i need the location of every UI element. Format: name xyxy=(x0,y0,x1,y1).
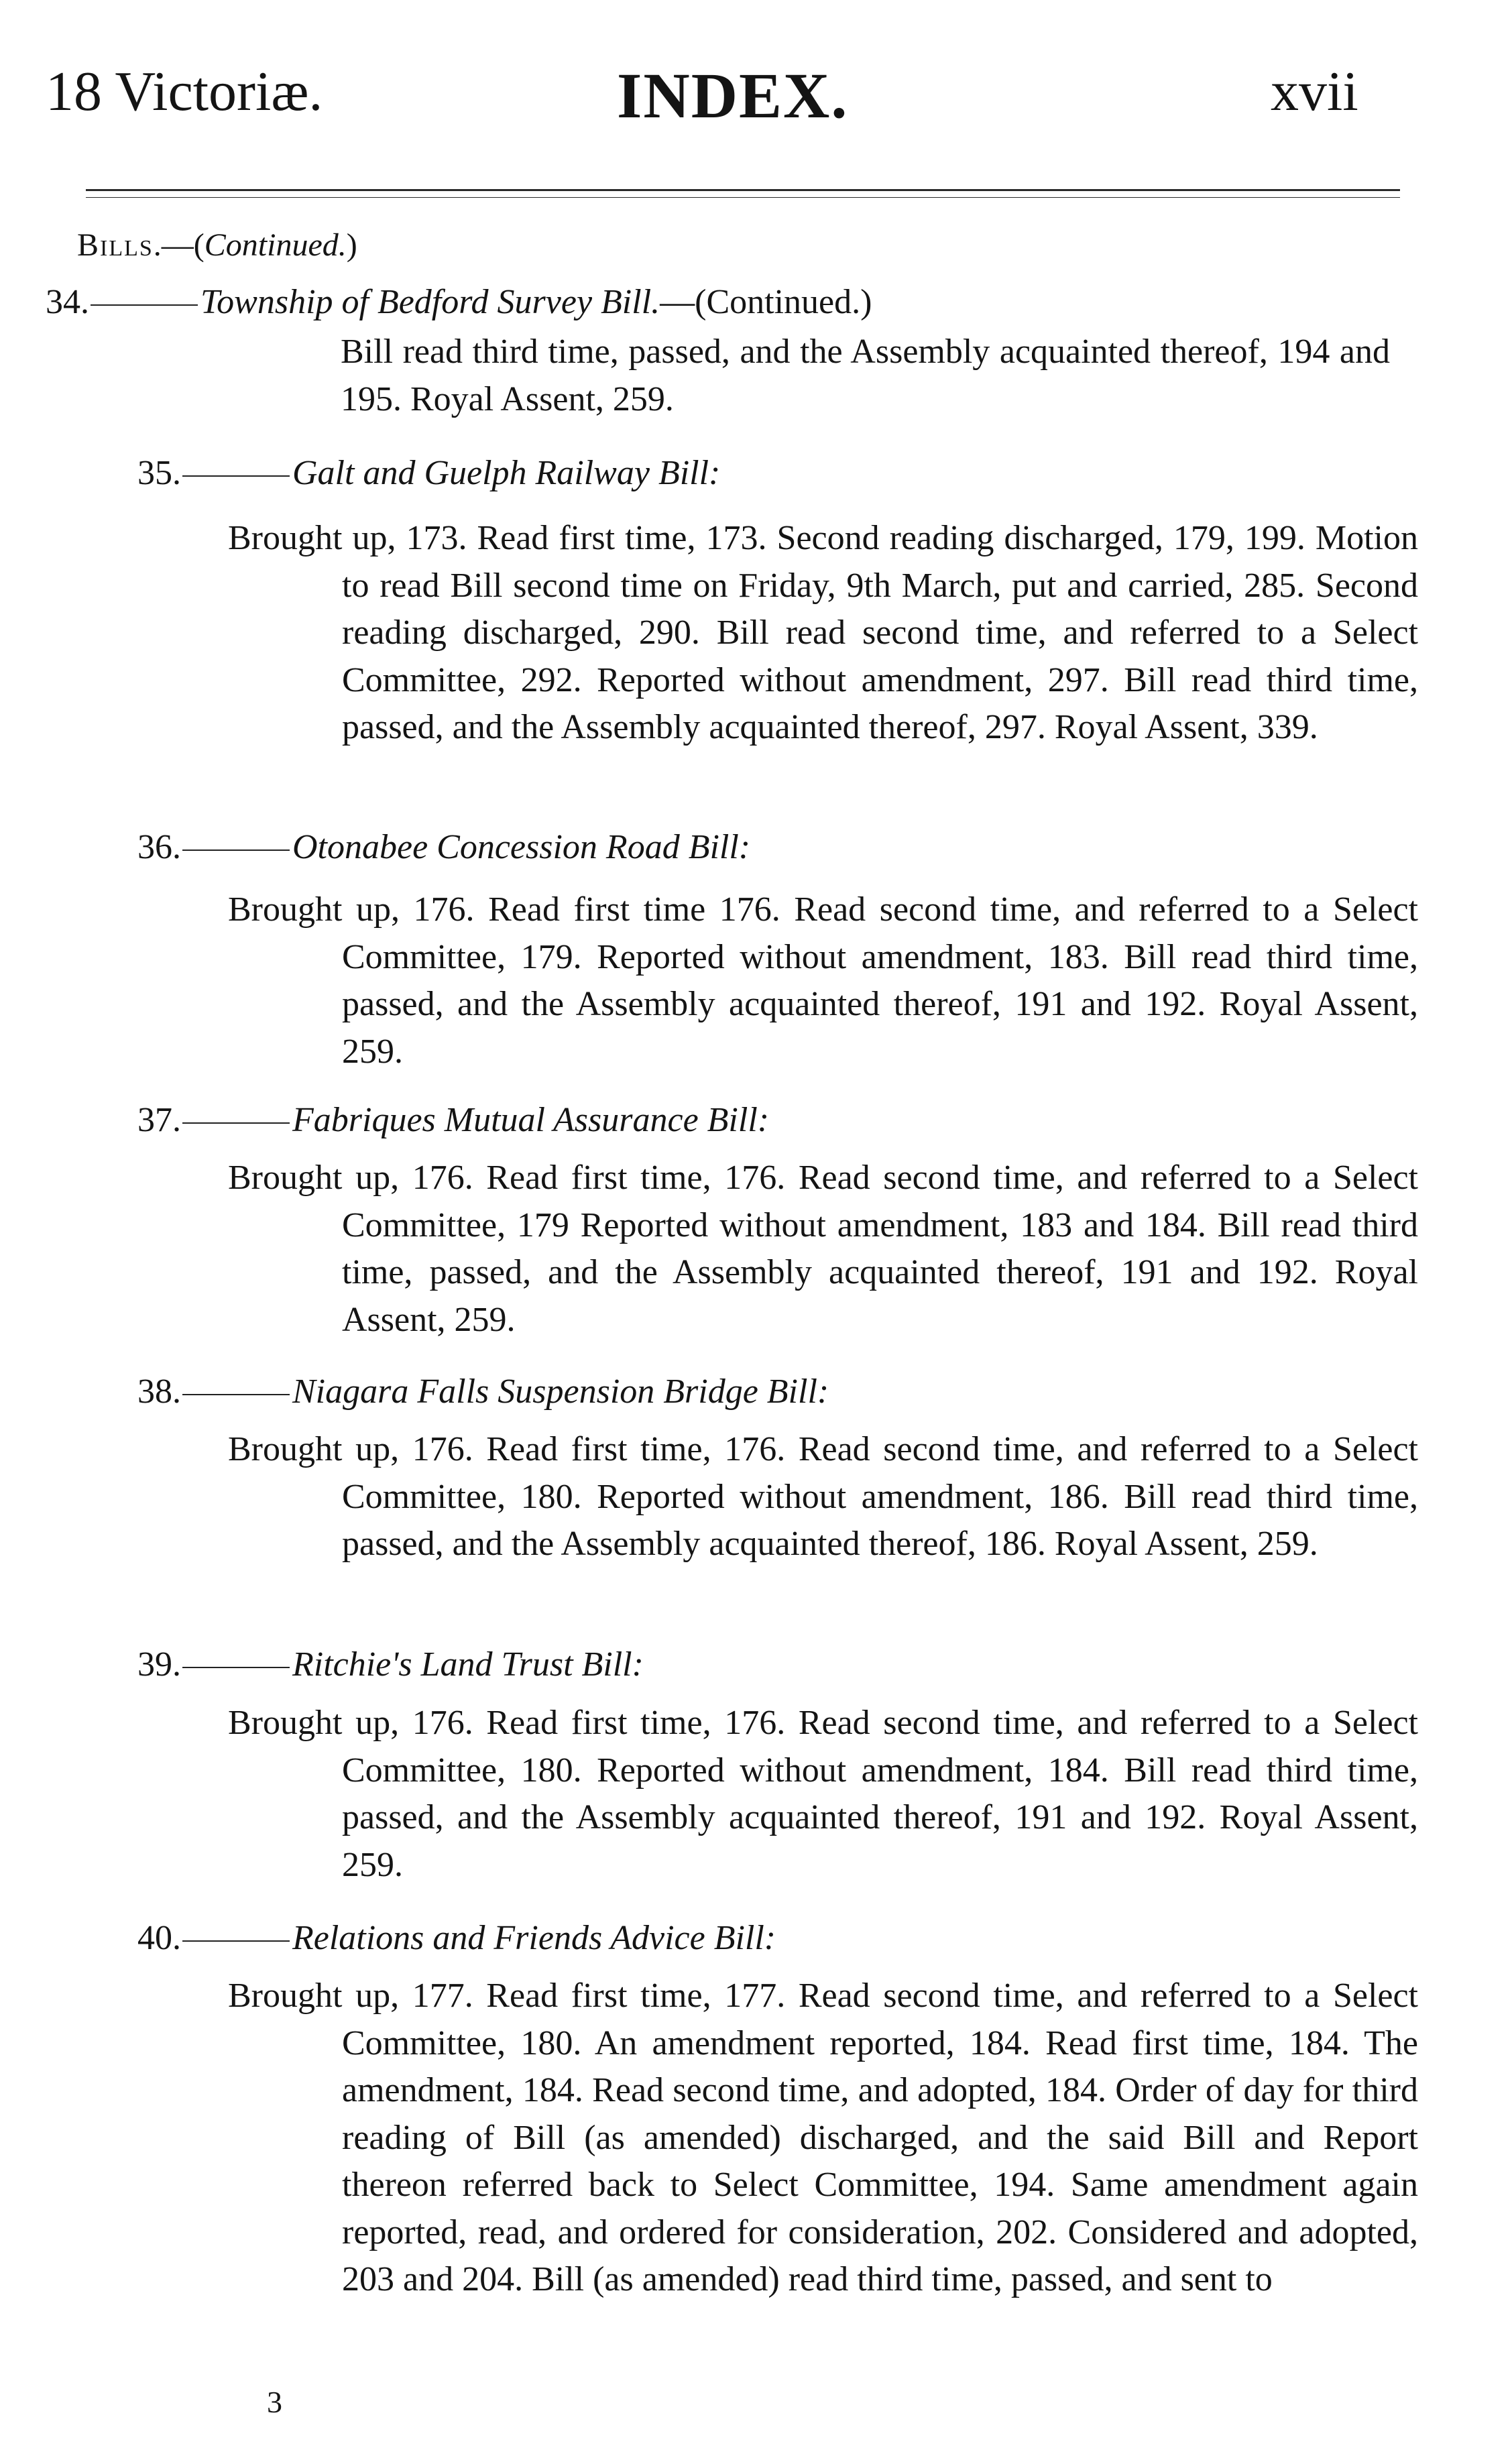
entry-text: Bill read third time, passed, and the Assembly acquainted thereof, 194 and 195. Royal Assent, 259. xyxy=(341,333,1390,418)
header-rule xyxy=(86,189,1400,191)
entry-number: 34. xyxy=(46,283,89,321)
entry-number: 37. xyxy=(137,1101,181,1139)
signature-mark: 3 xyxy=(267,2385,282,2419)
entry-heading xyxy=(46,285,872,320)
entry-text: Brought up, 176. Read first time, 176. Read second time, and referred to a Select Committee, 179 Reported without amendment, 183 and 184. Bill read third time, passed, and the Assembly acquainted thereof, 191 and 192. Royal Assent, 259. xyxy=(228,1159,1418,1339)
entry-text: Brought up, 176. Read first time 176. Read second time, and referred to a Select Committee, 179. Reported without amendment, 183. Bill read third time, passed, and the Assembly acquainted thereof, 191 and 192. Royal Assent, 259. xyxy=(228,890,1418,1071)
entry-number: 36. xyxy=(137,828,181,866)
entry-heading xyxy=(137,1921,776,1956)
entry-title: Otonabee Concession Road Bill: xyxy=(292,828,751,866)
entry-dash xyxy=(182,1394,290,1395)
section-continued: Continued. xyxy=(204,227,347,263)
entry-title: Ritchie's Land Trust Bill: xyxy=(292,1645,644,1684)
header-rule-thin xyxy=(86,197,1400,198)
entry-dash xyxy=(91,304,198,306)
entry-text: Brought up, 173. Read first time, 173. Second reading discharged, 179, 199. Motion to read Bill second time on Friday, 9th March, put and carried, 285. Second reading discharged, 290. Bill read second time, and referred to a Select Committee, 292. Reported without amendment, 297. Bill read third time, passed, and the Assembly acquainted thereof, 297. Royal Assent, 339. xyxy=(228,519,1418,746)
entry-number: 38. xyxy=(137,1372,181,1411)
entry-title-suffix: —(Continued.) xyxy=(660,283,872,321)
entry-heading xyxy=(137,1374,829,1409)
page-number: xvii xyxy=(1271,60,1358,123)
section-continued-label xyxy=(77,229,357,261)
entry-title: Fabriques Mutual Assurance Bill: xyxy=(292,1101,770,1139)
entry-dash xyxy=(182,1122,290,1124)
entry-heading xyxy=(137,1647,644,1682)
running-head-left: 18 Victoriæ. xyxy=(46,60,323,123)
entry-title: Township of Bedford Survey Bill. xyxy=(200,283,660,321)
entry-title: Niagara Falls Suspension Bridge Bill: xyxy=(292,1372,829,1411)
entry-dash xyxy=(182,475,290,477)
entry-heading xyxy=(137,1103,769,1138)
entry-heading xyxy=(137,456,720,491)
entry-dash xyxy=(182,1940,290,1942)
entry-title: Relations and Friends Advice Bill: xyxy=(292,1919,776,1957)
entry-text: Brought up, 177. Read first time, 177. Read second time, and referred to a Select Committee, 180. An amendment reported, 184. Read first time, 184. The amendment, 184. Read second time, and adopted, 184. Order of day for third reading of Bill (as amended) discharged, and the said Bill and Report thereon referred back to Select Committee, 194. Same amendment again reported, read, and ordered for consideration, 202. Considered and adopted, 203 and 204. Bill (as amended) read third time, passed, and sent to xyxy=(228,1977,1418,2298)
running-head-title: INDEX. xyxy=(617,60,849,131)
entry-dash xyxy=(182,849,290,851)
entry-number: 35. xyxy=(137,454,181,492)
section-label-close: ) xyxy=(346,227,357,263)
entry-dash xyxy=(182,1667,290,1668)
entry-number: 40. xyxy=(137,1919,181,1957)
entry-text: Brought up, 176. Read first time, 176. Read second time, and referred to a Select Committee, 180. Reported without amendment, 184. Bill read third time, passed, and the Assembly acquainted thereof, 191 and 192. Royal Assent, 259. xyxy=(228,1704,1418,1884)
section-label-sep: .—( xyxy=(153,227,205,263)
entry-number: 39. xyxy=(137,1645,181,1684)
entry-text: Brought up, 176. Read first time, 176. Read second time, and referred to a Select Committee, 180. Reported without amendment, 186. Bill read third time, passed, and the Assembly acquainted thereof, 186. Royal Assent, 259. xyxy=(228,1430,1418,1563)
section-label: Bills xyxy=(77,227,154,263)
entry-heading xyxy=(137,830,750,865)
entry-title: Galt and Guelph Railway Bill: xyxy=(292,454,721,492)
